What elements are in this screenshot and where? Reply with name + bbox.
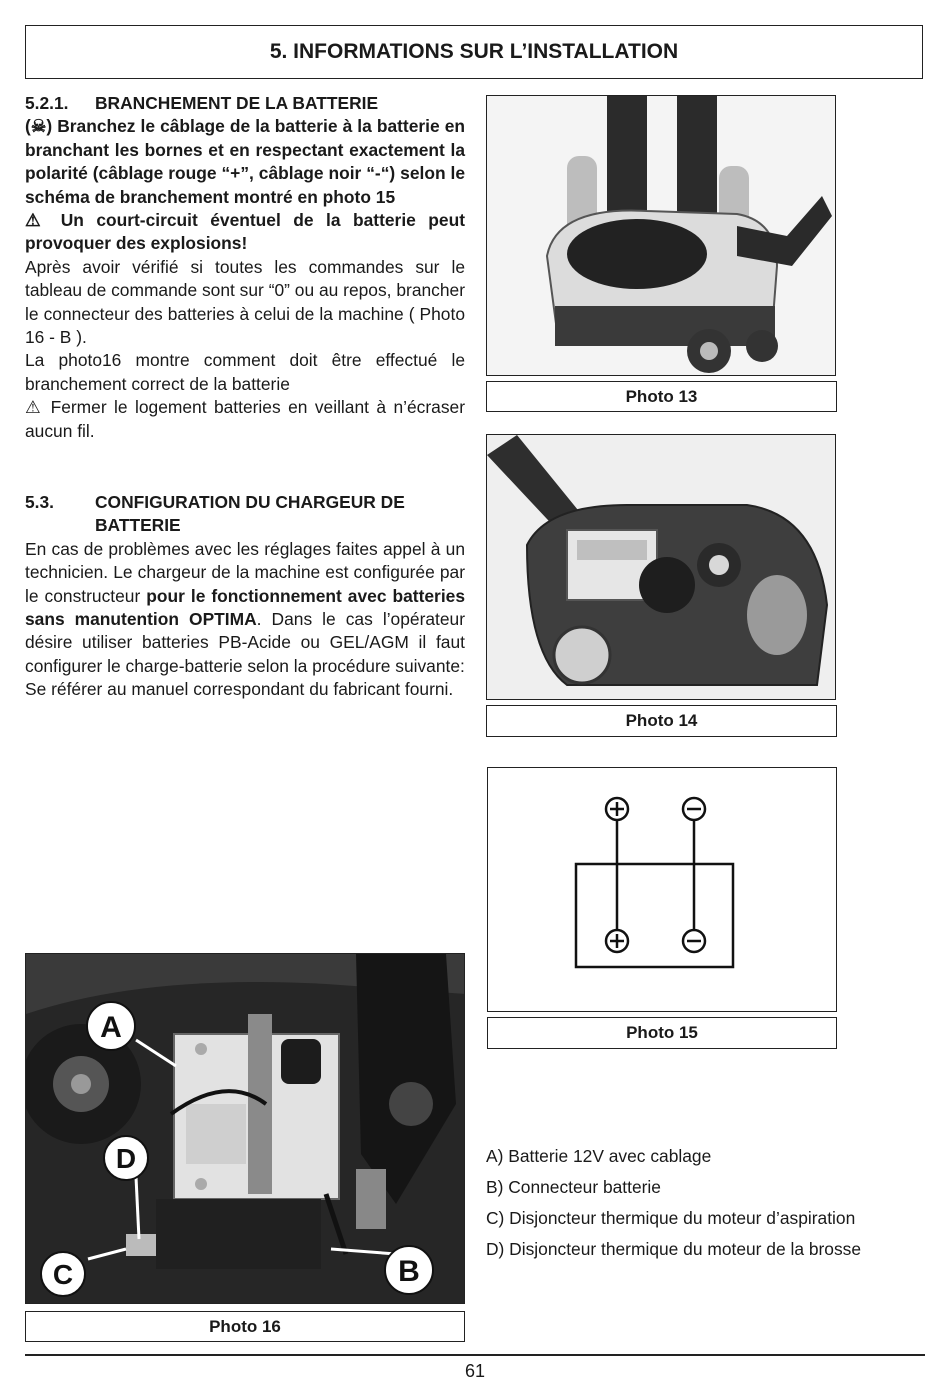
photo-13 xyxy=(486,95,836,376)
minus-terminal-battery-icon xyxy=(683,930,705,952)
section-title-line2: BATTERIE xyxy=(95,515,181,536)
charger-paragraph xyxy=(25,538,465,678)
charger-text-end: . Dans le cas l’opérateur désire utiliser batteries PB-Acide ou GEL/AGM il faut configurer le charge-batterie selon la procédure suivante: xyxy=(25,609,466,676)
footer-rule xyxy=(25,1354,925,1356)
section-5-3 xyxy=(25,491,465,702)
label-b: B xyxy=(398,1255,420,1288)
section-title: BRANCHEMENT DE LA BATTERIE xyxy=(95,93,379,113)
connector-paragraph: Après avoir vérifié si toutes les commandes sur le tableau de commande sont sur “0” ou au repos, brancher le connecteur des batteries à celui de la machine ( Photo 16 - B ). xyxy=(25,256,465,348)
label-c: C xyxy=(52,1259,74,1290)
section-number: 5.2.1. xyxy=(25,93,69,113)
legend-item-a: A) Batterie 12V avec cablage xyxy=(486,1146,712,1166)
legend-item-d: D) Disjoncteur thermique du moteur de la brosse xyxy=(486,1239,862,1259)
battery-outline xyxy=(576,864,733,967)
manual-reference: Se référer au manuel correspondant du fabricant fourni. xyxy=(25,679,454,700)
close-compartment-warning: ⚠ Fermer le logement batteries en veillant à n’écraser aucun fil. xyxy=(25,397,465,441)
photo-13-caption: Photo 13 xyxy=(486,381,837,412)
page-number: 61 xyxy=(464,1361,486,1381)
minus-terminal-top-icon xyxy=(683,798,705,820)
legend-item-b: B) Connecteur batterie xyxy=(486,1177,661,1197)
photo-16-caption: Photo 16 xyxy=(25,1311,465,1342)
photo-14 xyxy=(486,434,836,700)
battery-wiring-instruction: (☠) Branchez le câblage de la batterie à la batterie en branchant les bornes et en respectant exactement la polarité (câblage rouge “+”, câblage noir “-“) selon le schéma de branchement montré en photo 15 xyxy=(25,116,465,207)
short-circuit-warning: ⚠ Un court-circuit éventuel de la batterie peut provoquer des explosions! xyxy=(25,210,465,254)
charger-text-bold: pour le fonctionnement avec batteries sans manutention OPTIMA xyxy=(25,585,465,630)
page-title: 5. INFORMATIONS SUR L’INSTALLATION xyxy=(25,25,923,79)
section-number: 5.3. xyxy=(25,492,55,512)
photo-15-schematic xyxy=(487,767,837,1012)
photo-15-caption: Photo 15 xyxy=(487,1017,837,1049)
photo-16 xyxy=(25,953,465,1304)
label-a: A xyxy=(100,1011,122,1044)
label-d: D xyxy=(115,1143,137,1174)
legend-item-c: C) Disjoncteur thermique du moteur d’aspiration xyxy=(486,1208,856,1228)
section-heading xyxy=(25,92,465,115)
photo-16-legend xyxy=(486,1146,861,1270)
charger-text-start: En cas de problèmes avec les réglages faites appel à un technicien. Le chargeur de la machine est configurée par le constructeur xyxy=(25,538,465,606)
plus-terminal-top-icon xyxy=(606,798,628,820)
section-5-2-1 xyxy=(25,92,465,443)
section-heading xyxy=(25,491,465,538)
photo16-paragraph: La photo16 montre comment doit être effectué le branchement correct de la batterie xyxy=(25,350,465,394)
plus-terminal-battery-icon xyxy=(606,930,628,952)
photo-14-caption: Photo 14 xyxy=(486,705,837,737)
section-title-line1: CONFIGURATION DU CHARGEUR DE xyxy=(95,492,405,512)
